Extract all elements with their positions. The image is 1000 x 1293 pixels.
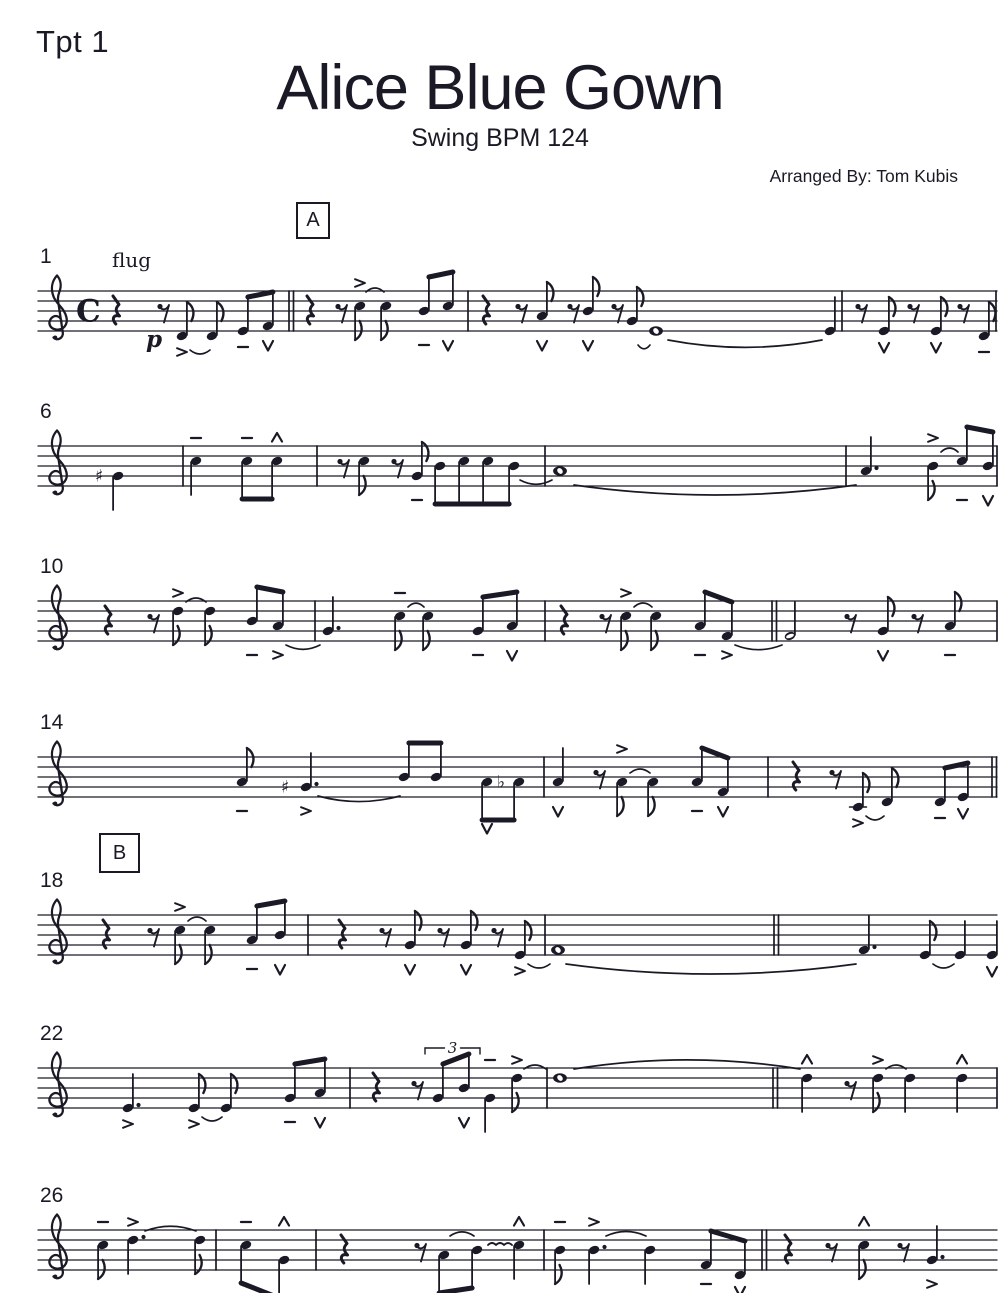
tempo-subtitle: Swing BPM 124 [411, 124, 589, 152]
svg-text:♯: ♯ [95, 466, 104, 487]
staff-system-m18 [0, 855, 1000, 1025]
staff-system-m22 [0, 1008, 1000, 1178]
svg-text:flug: flug [112, 248, 152, 272]
part-label: Tpt 1 [36, 24, 110, 59]
measure-number: 1 [40, 245, 52, 268]
page-title: Alice Blue Gown [276, 53, 724, 123]
rehearsal-mark-A: A [296, 202, 330, 239]
measure-number: 18 [40, 869, 64, 892]
svg-text:♭: ♭ [497, 772, 506, 793]
svg-text:3: 3 [447, 1039, 458, 1057]
measure-number: 26 [40, 1184, 64, 1207]
measure-number: 22 [40, 1022, 64, 1045]
arranger-credit: Arranged By: Tom Kubis [769, 166, 958, 186]
measure-number: 6 [40, 400, 52, 423]
measure-number: 10 [40, 555, 64, 578]
staff-system-m14 [0, 697, 1000, 867]
svg-text:♯: ♯ [281, 777, 290, 798]
staff-system-m6 [0, 386, 1000, 556]
svg-text:p: p [146, 326, 163, 353]
svg-text:C: C [76, 293, 101, 330]
staff-system-m10 [0, 541, 1000, 711]
rehearsal-mark-B: B [99, 833, 140, 873]
measure-number: 14 [40, 711, 64, 734]
staff-system-m26 [0, 1170, 1000, 1293]
staff-system-m1 [0, 231, 1000, 401]
